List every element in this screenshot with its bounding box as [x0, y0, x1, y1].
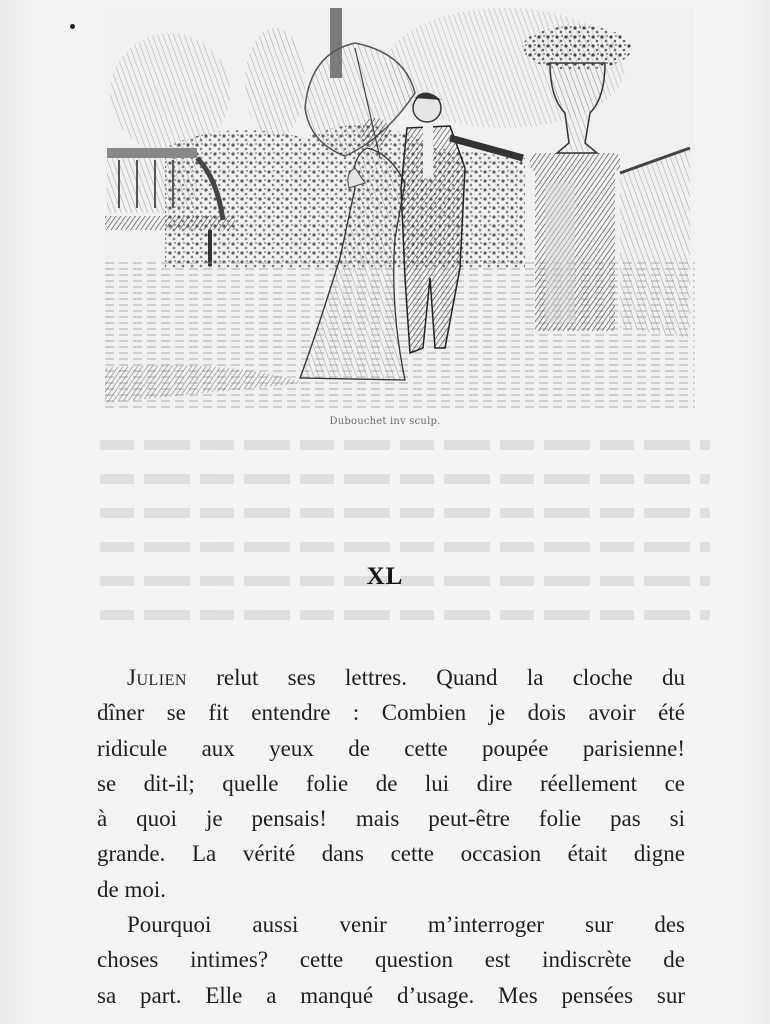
engraving-illustration — [105, 8, 695, 408]
text-line: se dit-il; quelle folie de lui dire réellement ce — [97, 770, 685, 796]
bleed-through-texture — [100, 440, 710, 660]
text-line: Julien relut ses lettres. Quand la cloche du — [127, 665, 685, 690]
illustration-caption: Dubouchet inv sculp. — [329, 416, 441, 427]
text-line: à quoi je pensais! mais peut-être folie pas si — [97, 806, 685, 832]
ink-speck — [70, 24, 75, 29]
text-line: choses intimes? cette question est indiscrète de — [97, 947, 685, 973]
text-line: de moi. — [97, 876, 166, 902]
character-name: Julien — [127, 665, 187, 690]
text-line: dîner se fit entendre : Combien je dois avoir été — [97, 700, 685, 726]
chapter-body-text — [97, 660, 685, 1013]
text-line: Pourquoi aussi venir m’interroger sur des — [127, 912, 685, 938]
text-line: grande. La vérité dans cette occasion était digne — [97, 841, 685, 867]
chapter-number: XL — [366, 563, 404, 590]
text-line: sa part. Elle a manqué d’usage. Mes pensées sur — [97, 982, 685, 1008]
text-line: ridicule aux yeux de cette poupée parisienne! — [97, 735, 685, 761]
